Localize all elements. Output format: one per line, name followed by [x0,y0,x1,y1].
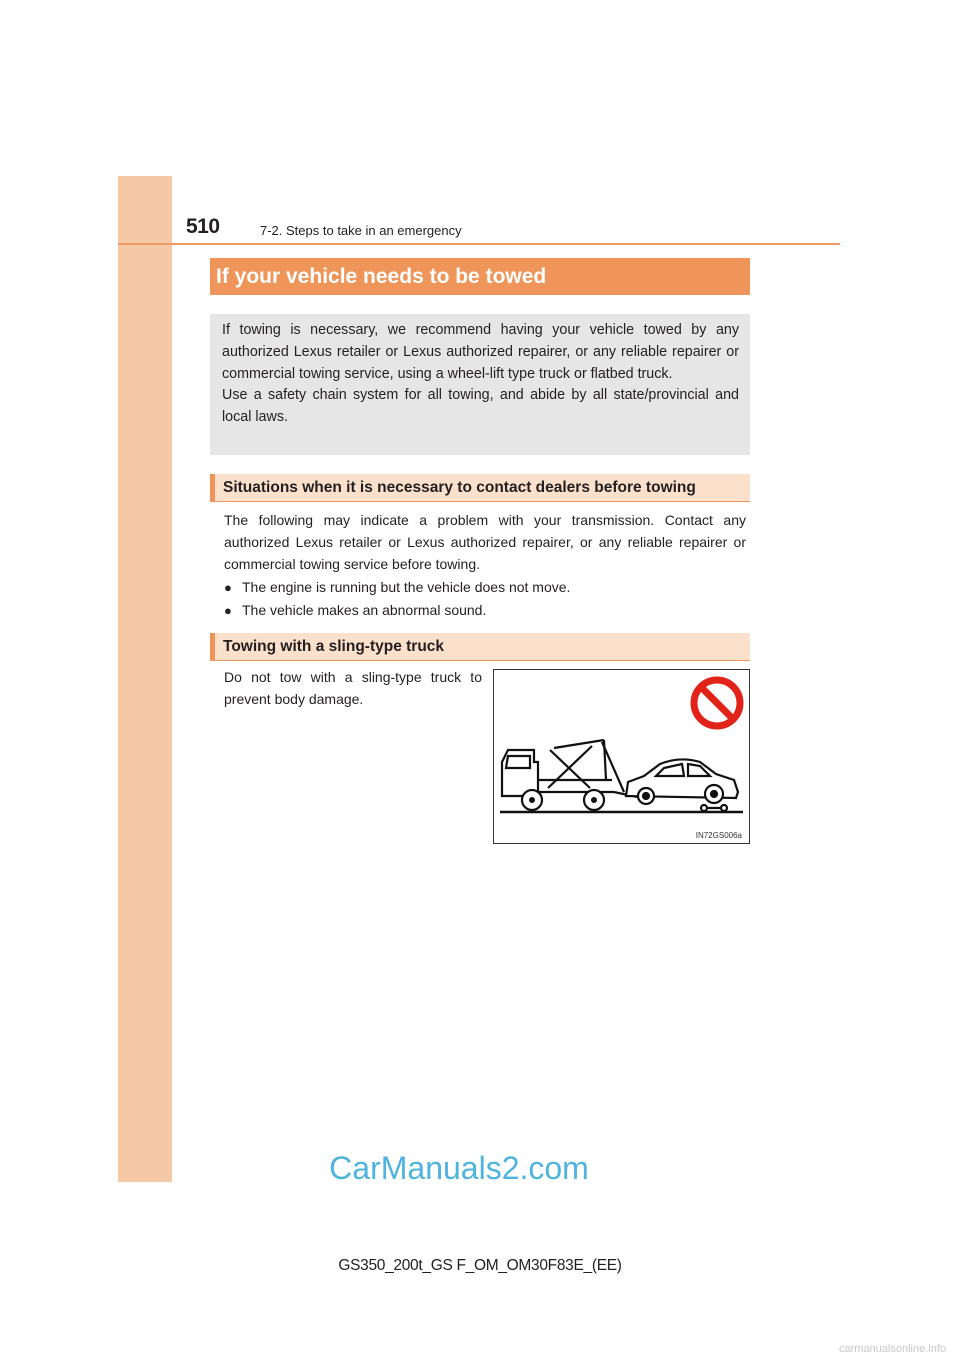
page-title: If your vehicle needs to be towed [216,265,547,288]
bullet-text: The engine is running but the vehicle does not move. [242,579,571,595]
section-heading-sling [210,633,750,661]
car-icon [626,759,738,811]
bullet-dot-icon: ● [224,603,232,618]
header-rule [118,243,840,245]
watermark-corner: carmanualsonline.info [838,1343,946,1355]
sling-truck-illustration [493,669,750,844]
section-sling-body: Do not tow with a sling-type truck to prevent body damage. [224,669,482,707]
intro-paragraph-2: Use a safety chain system for all towing, and abide by all state/provincial and local laws. [222,387,739,426]
intro-paragraph-1: If towing is necessary, we recommend having your vehicle towed by any authorized Lexus retailer or Lexus authorized repairer, or any reliable repairer or commercial towing service, using a wheel-lift type truck or flatbed truck. [222,322,739,382]
footer-code: GS350_200t_GS F_OM_OM30F83E_(EE) [338,1257,622,1274]
bullet-item [224,599,486,622]
sling-truck-drawing [494,670,749,843]
section-dealers-body: The following may indicate a problem with your transmission. Contact any authorized Lexus retailer or Lexus authorized repairer, or any reliable repairer or commercial towing service before towing. [224,512,746,572]
bullet-item [224,576,570,599]
section-path: 7-2. Steps to take in an emergency [260,223,462,238]
bullet-dot-icon: ● [224,580,232,595]
page-number: 510 [186,215,220,238]
tow-truck-icon [502,740,642,798]
prohibition-icon [694,680,740,726]
section-heading-dealers-text: Situations when it is necessary to contact dealers before towing [223,479,696,496]
section-heading-sling-text: Towing with a sling-type truck [223,638,445,655]
chapter-side-tab [118,176,172,1182]
section-heading-dealers [210,474,750,502]
figure-code: IN72GS006a [695,831,742,840]
watermark-logo: CarManuals2.com [329,1150,589,1186]
bullet-text: The vehicle makes an abnormal sound. [242,602,487,618]
page-title-bar [210,258,750,295]
intro-box [210,314,750,455]
